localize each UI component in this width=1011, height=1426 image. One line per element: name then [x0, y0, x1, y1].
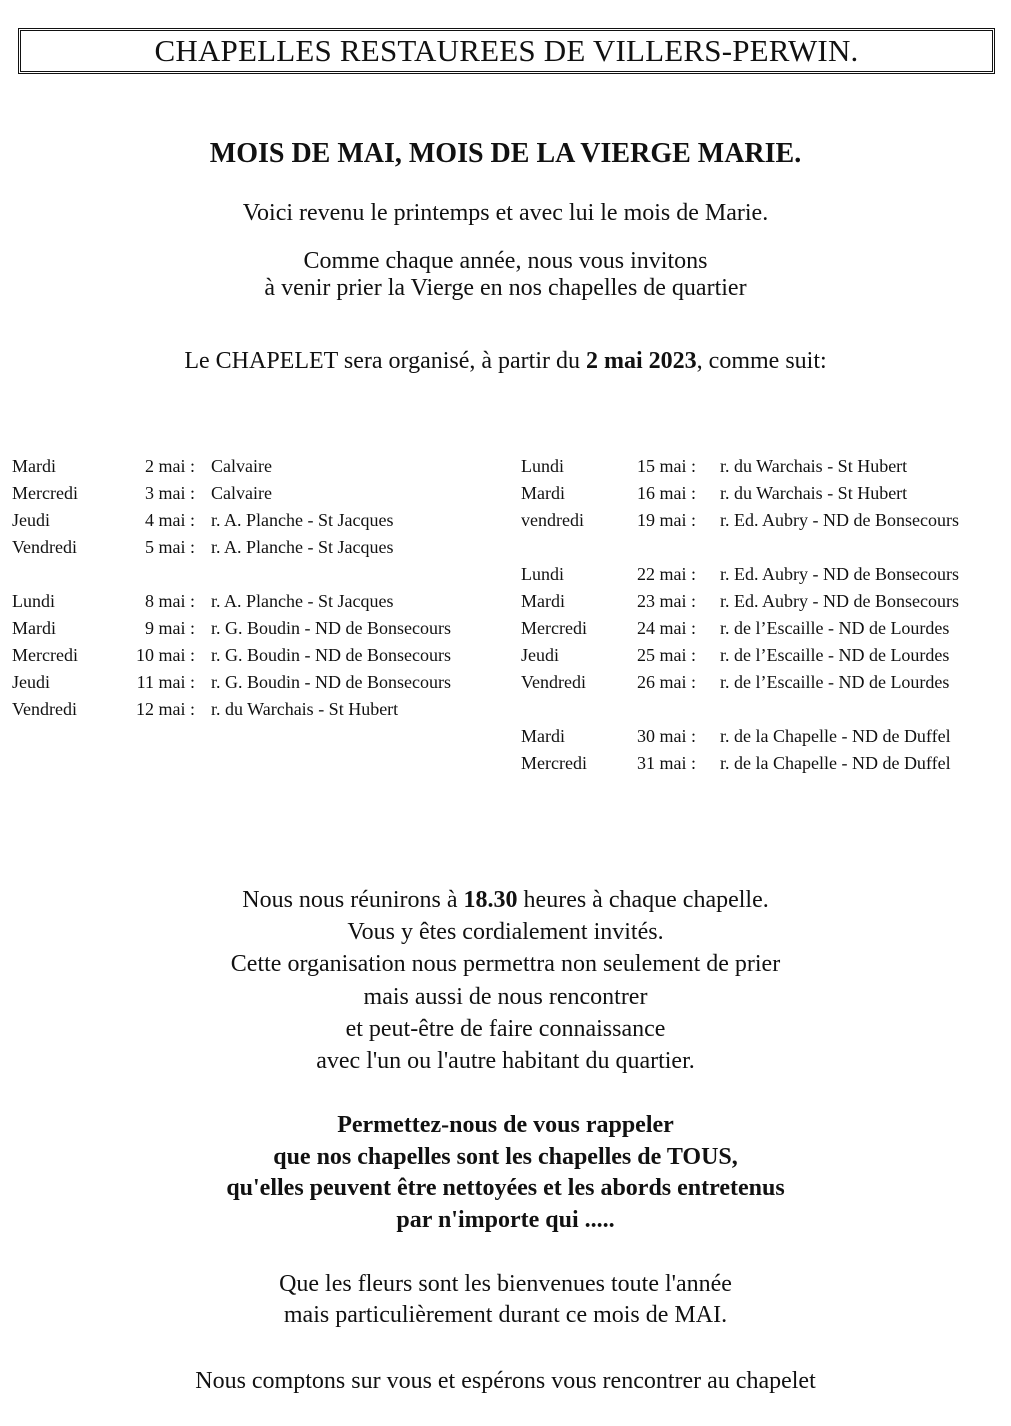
chapelet-text-before: Le CHAPELET sera organisé, à partir du [184, 348, 586, 374]
subtitle: MOIS DE MAI, MOIS DE LA VIERGE MARIE. [209, 138, 802, 169]
schedule-date: 25 mai : [637, 645, 696, 665]
schedule-place: r. du Warchais - St Hubert [211, 699, 399, 719]
schedule-place: r. A. Planche - St Jacques [211, 537, 394, 557]
schedule-day: Vendredi [12, 699, 77, 719]
schedule-left-column [12, 453, 502, 723]
schedule-row [12, 669, 502, 696]
schedule-week-gap [521, 534, 1001, 561]
schedule-week-gap [12, 561, 502, 588]
schedule-place: r. de la Chapelle - ND de Duffel [720, 753, 951, 773]
meeting-time: 18.30 [463, 887, 518, 913]
schedule-date: 19 mai : [637, 510, 696, 530]
schedule-row [521, 750, 1001, 777]
flowers-line-1: Que les fleurs sont les bienvenues toute l'année [279, 1271, 732, 1297]
schedule-day: Mardi [12, 456, 56, 476]
schedule-day: Jeudi [12, 510, 50, 530]
schedule-day: Lundi [12, 591, 55, 611]
schedule-day: Mercredi [521, 618, 587, 638]
schedule-place: r. G. Boudin - ND de Bonsecours [211, 618, 451, 638]
chapelet-start-date: 2 mai 2023 [586, 348, 697, 374]
schedule-row [521, 642, 1001, 669]
schedule-row [12, 453, 502, 480]
schedule-row [12, 696, 502, 723]
reminder-line-3: qu'elles peuvent être nettoyées et les abords entretenus [226, 1175, 785, 1201]
schedule-row [521, 561, 1001, 588]
meeting-text-before: Nous nous réunirons à [242, 887, 464, 913]
meeting-line-2: Vous y êtes cordialement invités. [347, 919, 664, 946]
schedule-date: 12 mai : [136, 699, 195, 719]
chapelet-text-after: , comme suit: [696, 348, 827, 374]
schedule-date: 8 mai : [145, 591, 195, 611]
schedule-date: 31 mai : [637, 753, 696, 773]
reminder-paragraph [0, 1110, 1011, 1236]
schedule-place: r. Ed. Aubry - ND de Bonsecours [720, 564, 959, 584]
meeting-text-after: heures à chaque chapelle. [517, 887, 769, 913]
schedule-row [521, 453, 1001, 480]
meeting-line-4: mais aussi de nous rencontrer [363, 983, 648, 1010]
meeting-line-3: Cette organisation nous permettra non seulement de prier [230, 951, 781, 978]
schedule-place: r. du Warchais - St Hubert [720, 456, 908, 476]
schedule-row [12, 507, 502, 534]
schedule-place: r. de l’Escaille - ND de Lourdes [720, 672, 950, 692]
schedule-place: r. G. Boudin - ND de Bonsecours [211, 672, 451, 692]
schedule-place: r. Ed. Aubry - ND de Bonsecours [720, 591, 959, 611]
intro-line-2: Comme chaque année, nous vous invitons [303, 248, 708, 274]
meeting-line-6: avec l'un ou l'autre habitant du quartier. [316, 1048, 695, 1075]
intro-line-1: Voici revenu le printemps et avec lui le mois de Marie. [242, 200, 769, 226]
schedule-row [521, 723, 1001, 750]
schedule-date: 9 mai : [145, 618, 195, 638]
schedule-day: Vendredi [521, 672, 586, 692]
schedule-day: Mardi [521, 726, 565, 746]
schedule-day: Mercredi [521, 753, 587, 773]
schedule-date: 23 mai : [637, 591, 696, 611]
schedule-place: r. de l’Escaille - ND de Lourdes [720, 618, 950, 638]
schedule-place: r. G. Boudin - ND de Bonsecours [211, 645, 451, 665]
schedule-day: vendredi [521, 510, 584, 530]
schedule-day: Mardi [521, 591, 565, 611]
intro-invitation [0, 248, 1011, 302]
schedule-day: Vendredi [12, 537, 77, 557]
schedule-date: 3 mai : [145, 483, 195, 503]
schedule-row [521, 507, 1001, 534]
intro-line-3: à venir prier la Vierge en nos chapelles de quartier [264, 275, 747, 301]
schedule-place: r. A. Planche - St Jacques [211, 591, 394, 611]
schedule-date: 4 mai : [145, 510, 195, 530]
schedule-week-gap [521, 696, 1001, 723]
schedule-place: Calvaire [211, 483, 272, 503]
reminder-line-2: que nos chapelles sont les chapelles de TOUS, [273, 1143, 738, 1170]
schedule-date: 30 mai : [637, 726, 696, 746]
meeting-line-5: et peut-être de faire connaissance [345, 1015, 666, 1042]
closing-line: Nous comptons sur vous et espérons vous rencontrer au chapelet [195, 1368, 816, 1394]
schedule-date: 5 mai : [145, 537, 195, 557]
document-title: CHAPELLES RESTAUREES DE VILLERS-PERWIN. [154, 33, 859, 68]
schedule-date: 16 mai : [637, 483, 696, 503]
schedule-row [12, 642, 502, 669]
schedule-day: Mercredi [12, 483, 78, 503]
schedule-day: Jeudi [12, 672, 50, 692]
schedule-day: Lundi [521, 456, 564, 476]
schedule-place: r. de l’Escaille - ND de Lourdes [720, 645, 950, 665]
schedule-place: r. Ed. Aubry - ND de Bonsecours [720, 510, 959, 530]
flowers-line-2: mais particulièrement durant ce mois de MAI. [283, 1302, 728, 1328]
reminder-line-4: par n'importe qui ..... [396, 1206, 615, 1233]
schedule-date: 11 mai : [136, 672, 195, 692]
schedule-date: 22 mai : [637, 564, 696, 584]
schedule-row [12, 615, 502, 642]
document-header [18, 28, 995, 74]
schedule-row [12, 588, 502, 615]
schedule-date: 10 mai : [136, 645, 195, 665]
schedule-row [521, 669, 1001, 696]
flowers-paragraph [0, 1269, 1011, 1331]
reminder-line-1: Permettez-nous de vous rappeler [337, 1112, 674, 1138]
schedule-date: 24 mai : [637, 618, 696, 638]
schedule-place: Calvaire [211, 456, 272, 476]
chapelet-announcement [0, 348, 1011, 375]
schedule-day: Jeudi [521, 645, 559, 665]
schedule-place: r. A. Planche - St Jacques [211, 510, 394, 530]
schedule-row [12, 480, 502, 507]
meeting-line-1 [0, 884, 1011, 916]
schedule-row [521, 615, 1001, 642]
schedule-right-column [521, 453, 1001, 777]
schedule-day: Mardi [521, 483, 565, 503]
schedule-date: 2 mai : [145, 456, 195, 476]
schedule-place: r. du Warchais - St Hubert [720, 483, 908, 503]
meeting-paragraph [0, 884, 1011, 1077]
schedule-row [521, 480, 1001, 507]
schedule-row [12, 534, 502, 561]
schedule-row [521, 588, 1001, 615]
schedule-date: 26 mai : [637, 672, 696, 692]
schedule-date: 15 mai : [637, 456, 696, 476]
schedule-day: Lundi [521, 564, 564, 584]
schedule-day: Mercredi [12, 645, 78, 665]
schedule-day: Mardi [12, 618, 56, 638]
schedule-place: r. de la Chapelle - ND de Duffel [720, 726, 951, 746]
